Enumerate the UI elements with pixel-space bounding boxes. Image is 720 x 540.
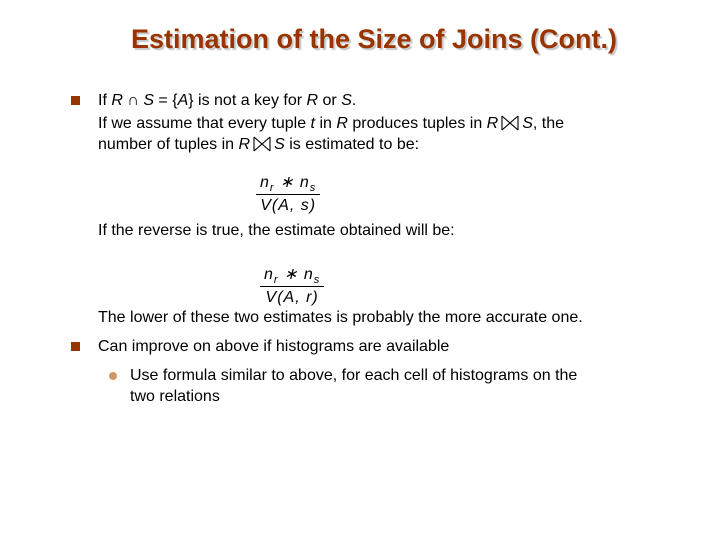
formula-denominator: V(A, s) — [256, 194, 320, 215]
bullet1-line3 — [98, 135, 419, 155]
formula-denominator: V(A, r) — [260, 286, 324, 307]
text-fragment: = { — [153, 92, 178, 109]
intersection-symbol: ∩ — [127, 92, 139, 109]
text-fragment: is estimated to be: — [284, 136, 420, 153]
text-fragment: } is not a key for — [188, 92, 307, 109]
natural-join-icon — [253, 136, 271, 152]
attribute-a: A — [177, 92, 189, 109]
bullet1-line4: If the reverse is true, the estimate obtained will be: — [98, 222, 455, 239]
relation-s: S — [341, 92, 352, 109]
relation-r: R — [306, 92, 319, 109]
natural-join-icon — [501, 115, 519, 131]
relation-s: S — [522, 115, 533, 132]
formula-numerator: $n_r$ ∗ $n_s$ — [260, 174, 317, 195]
tuple-t: t — [310, 115, 315, 132]
bullet1-line1 — [98, 91, 356, 111]
relation-s: S — [143, 92, 154, 109]
text-fragment: produces tuples in — [347, 115, 487, 132]
circle-bullet-icon — [109, 372, 117, 380]
relation-s: S — [274, 136, 285, 153]
bullet1-line5: The lower of these two estimates is probably the more accurate one. — [98, 309, 583, 326]
bullet2-text: Can improve on above if histograms are available — [98, 338, 450, 355]
text-fragment: in — [315, 115, 337, 132]
text-fragment: If we assume that every tuple — [98, 115, 311, 132]
square-bullet-icon — [71, 342, 80, 351]
relation-r: R — [111, 92, 123, 109]
formula-numerator: $n_r$ ∗ $n_s$ — [264, 266, 321, 287]
bullet1-line2 — [98, 114, 564, 134]
sub-bullet-line1: Use formula similar to above, for each cell of histograms on the — [130, 367, 578, 384]
text-fragment: , the — [532, 115, 565, 132]
relation-r: R — [486, 115, 499, 132]
relation-r: R — [336, 115, 348, 132]
sub-bullet-line2: two relations — [130, 388, 220, 405]
text-fragment: number of tuples in — [98, 136, 239, 153]
text-fragment: or — [318, 92, 342, 109]
formula-estimate-1 — [256, 172, 320, 215]
formula-estimate-2 — [260, 264, 324, 307]
text-fragment: . — [351, 92, 357, 109]
relation-r: R — [238, 136, 251, 153]
text-fragment: If — [98, 92, 112, 109]
slide-title: Estimation of the Size of Joins (Cont.) — [131, 24, 617, 54]
square-bullet-icon — [71, 96, 80, 105]
